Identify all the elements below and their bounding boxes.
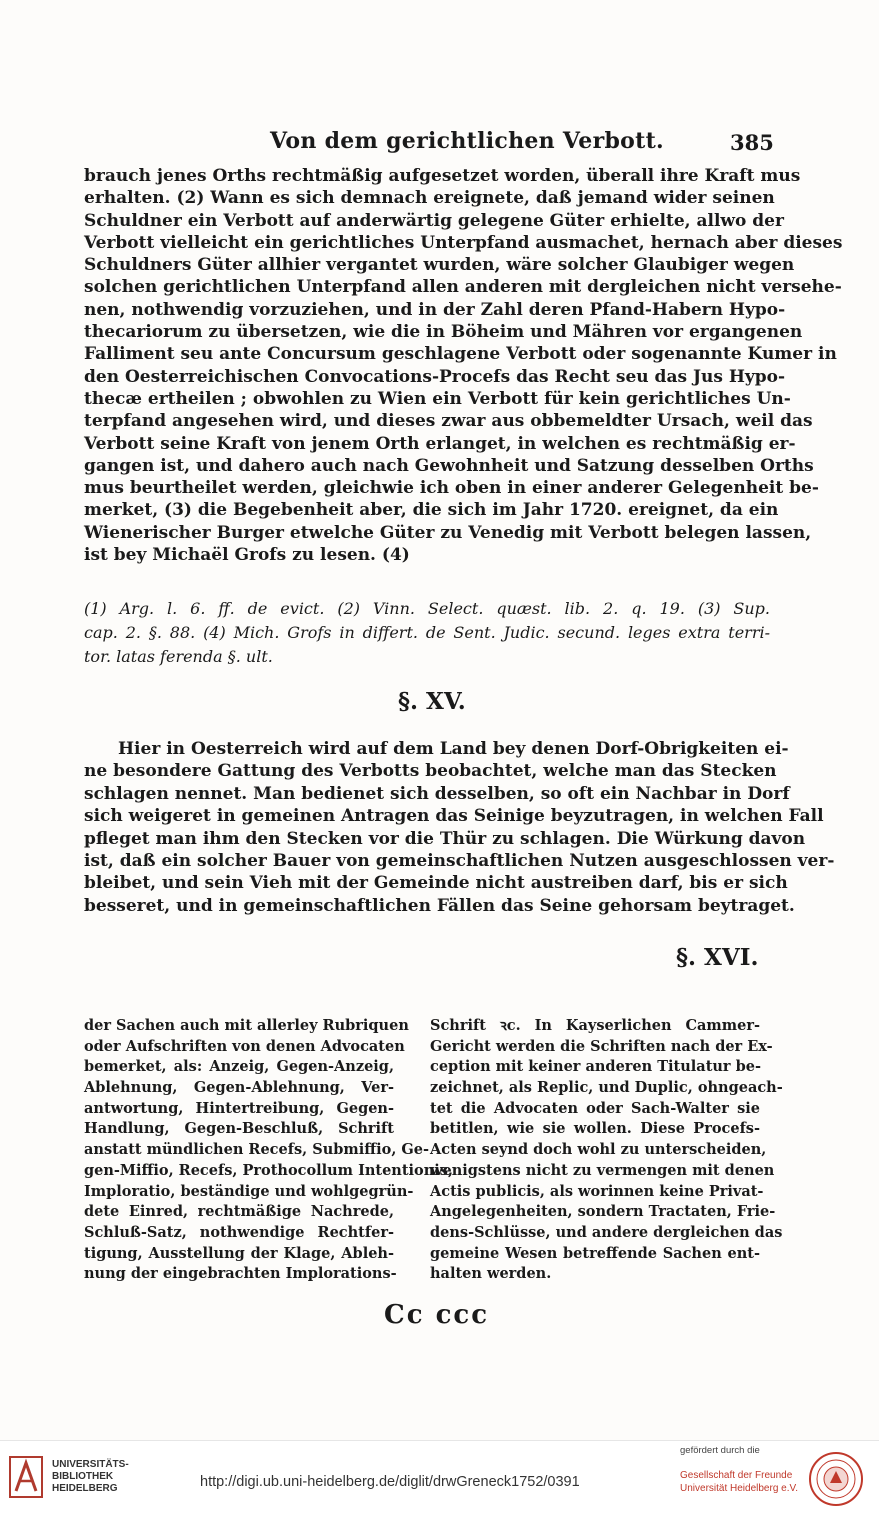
society-name[interactable] [680, 1469, 798, 1495]
column-line: oder Aufschriften von denen Advocaten [84, 1037, 405, 1055]
text-line: schlagen nennet. Man bedienet sich desselben, so oft ein Nachbar in Dorf [84, 783, 790, 804]
column-line: Angelegenheiten, sondern Tractaten, Frie- [430, 1203, 776, 1221]
column-line: halten werden. [430, 1265, 552, 1283]
text-line: Verbott seine Kraft von jenem Orth erlanget, in welchen es rechtmäßig er- [84, 433, 796, 454]
text-line: nen, nothwendig vorzuziehen, und in der Zahl deren Pfand-Habern Hypo- [84, 299, 786, 320]
text-line: besseret, und in gemeinschaftlichen Fällen das Seine gehorsam beytraget. [84, 895, 795, 916]
text-line: thecariorum zu übersetzen, wie die in Böheim und Mähren vor ergangenen [84, 322, 803, 343]
column-line: Imploratio, beständige und wohlgegrün- [84, 1182, 414, 1200]
text-line: Schuldner ein Verbott auf anderwärtig gelegene Güter erhielte, allwo der [84, 210, 784, 231]
society-name-line: Gesellschaft der Freunde [680, 1470, 793, 1481]
permalink-url[interactable]: http://digi.ub.uni-heidelberg.de/diglit/drwGreneck1752/0391 [200, 1474, 580, 1490]
footnote-line: (1) Arg. l. 6. ff. de evict. (2) Vinn. Select. quæst. lib. 2. q. 19. (3) Sup. [84, 599, 770, 618]
text-line: bleibet, und sein Vieh mit der Gemeinde nicht austreiben darf, bis er sich [84, 873, 788, 894]
footnotes [84, 597, 770, 669]
column-line: Ablehnung, Gegen-Ablehnung, Ver- [84, 1079, 394, 1097]
column-line: tigung, Ausstellung der Klage, Ableh- [84, 1244, 394, 1262]
library-name-line: HEIDELBERG [52, 1483, 118, 1494]
text-line: Hier in Oesterreich wird auf dem Land bey denen Dorf-Obrigkeiten ei- [118, 739, 789, 759]
funded-by-label: gefördert durch die [680, 1445, 760, 1456]
society-name-line: Universität Heidelberg e.V. [680, 1483, 799, 1494]
library-name[interactable] [52, 1459, 129, 1495]
text-line: ist bey Michaël Grofs zu lesen. (4) [84, 545, 410, 566]
text-line: erhalten. (2) Wann es sich demnach ereignete, daß jemand wider seinen [84, 188, 775, 209]
column-line: tet die Advocaten oder Sach-Walter sie [430, 1099, 760, 1117]
column-line: Schrift ꝛc. In Kayserlichen Cammer- [430, 1017, 760, 1034]
text-line: den Oesterreichischen Convocations-Procefs das Recht seu das Jus Hypo- [84, 366, 786, 387]
text-line: mus beurtheilet werden, gleichwie ich oben in einer anderer Gelegenheit be- [84, 478, 819, 499]
section-heading-16: §. XVI. [676, 944, 759, 971]
column-line: betitlen, wie sie wollen. Diese Procefs- [430, 1120, 760, 1138]
printer-signature: Cc ccc [384, 1300, 490, 1330]
footnote-line: cap. 2. §. 88. (4) Mich. Grofs in differt. de Sent. Judic. secund. leges extra terri- [84, 623, 770, 642]
column-line: nung der eingebrachten Implorations- [84, 1265, 397, 1283]
text-line: solchen gerichtlichen Unterpfand allen anderen mit dergleichen nicht versehe- [84, 277, 842, 298]
library-name-line: BIBLIOTHEK [52, 1471, 114, 1482]
column-line: antwortung, Hintertreibung, Gegen- [84, 1099, 394, 1117]
header-title: Von dem gerichtlichen Verbott. [270, 128, 665, 154]
text-line: Wienerischer Burger etwelche Güter zu Venedig mit Verbott belegen lassen, [84, 522, 812, 543]
column-line: dens-Schlüsse, und andere dergleichen das [430, 1223, 783, 1241]
column-line: ception mit keiner anderen Titulatur be- [430, 1058, 762, 1076]
column-line: anstatt mündlichen Recefs, Submiffio, Ge- [84, 1141, 430, 1159]
text-line: merket, (3) die Begebenheit aber, die sich im Jahr 1720. ereignet, da ein [84, 500, 779, 521]
footnote-line: tor. latas ferenda §. ult. [84, 647, 273, 666]
text-line: ne besondere Gattung des Verbotts beobachtet, welche man das Stecken [84, 761, 777, 782]
section-heading-15: §. XV. [398, 688, 466, 715]
column-line: bemerket, als: Anzeig, Gegen-Anzeig, [84, 1058, 394, 1076]
page-number: 385 [730, 130, 774, 155]
text-line: thecæ ertheilen ; obwohlen zu Wien ein Verbott für kein gerichtliches Un- [84, 388, 791, 409]
footnote-column-right [430, 1016, 783, 1285]
footnote-column-left [84, 1016, 453, 1285]
text-line: ist, daß ein solcher Bauer von gemeinschaftlichen Nutzen ausgeschlossen ver- [84, 850, 835, 871]
column-line: dete Einred, rechtmäßige Nachrede, [84, 1203, 394, 1221]
column-line: gemeine Wesen betreffende Sachen ent- [430, 1244, 760, 1262]
column-line: wenigstens nicht zu vermengen mit denen [430, 1161, 775, 1179]
section-15-paragraph [84, 738, 835, 917]
viewer-footer [0, 1440, 879, 1514]
university-seal-icon[interactable] [808, 1451, 864, 1507]
main-paragraph [84, 165, 843, 566]
text-line: Verbott vielleicht ein gerichtliches Unterpfand ausmachet, hernach aber dieses [84, 232, 843, 253]
text-line: sich weigeret in gemeinen Antragen das Seinige beyzutragen, in welchen Fall [84, 806, 824, 827]
text-line: Schuldners Güter allhier vergantet wurden, wäre solcher Glaubiger wegen [84, 255, 795, 276]
column-line: der Sachen auch mit allerley Rubriquen [84, 1017, 409, 1034]
text-line: gangen ist, und dahero auch nach Gewohnheit und Satzung desselben Orths [84, 455, 814, 476]
running-header [0, 126, 879, 162]
text-line: brauch jenes Orths rechtmäßig aufgesetzet worden, überall ihre Kraft mus [84, 166, 801, 186]
text-line: Falliment seu ante Concursum geschlagene Verbott oder sogenannte Kumer in [84, 344, 837, 365]
text-line: pfleget man ihm den Stecken vor die Thür zu schlagen. Die Würkung davon [84, 828, 806, 849]
text-line: terpfand angesehen wird, und dieses zwar aus obbemeldter Ursach, weil das [84, 411, 813, 432]
library-name-line: UNIVERSITÄTS- [52, 1459, 129, 1470]
column-line: Gericht werden die Schriften nach der Ex- [430, 1037, 773, 1055]
column-line: gen-Miffio, Recefs, Prothocollum Intentionis, [84, 1161, 453, 1179]
university-library-logo-icon[interactable] [8, 1455, 44, 1499]
column-line: Acten seynd doch wohl zu unterscheiden, [430, 1141, 767, 1159]
column-line: Schluß-Satz, nothwendige Rechtfer- [84, 1223, 394, 1241]
column-line: Actis publicis, als worinnen keine Privat- [430, 1182, 764, 1200]
column-line: Handlung, Gegen-Beschluß, Schrift [84, 1120, 394, 1138]
column-line: zeichnet, als Replic, und Duplic, ohngeach- [430, 1079, 783, 1097]
